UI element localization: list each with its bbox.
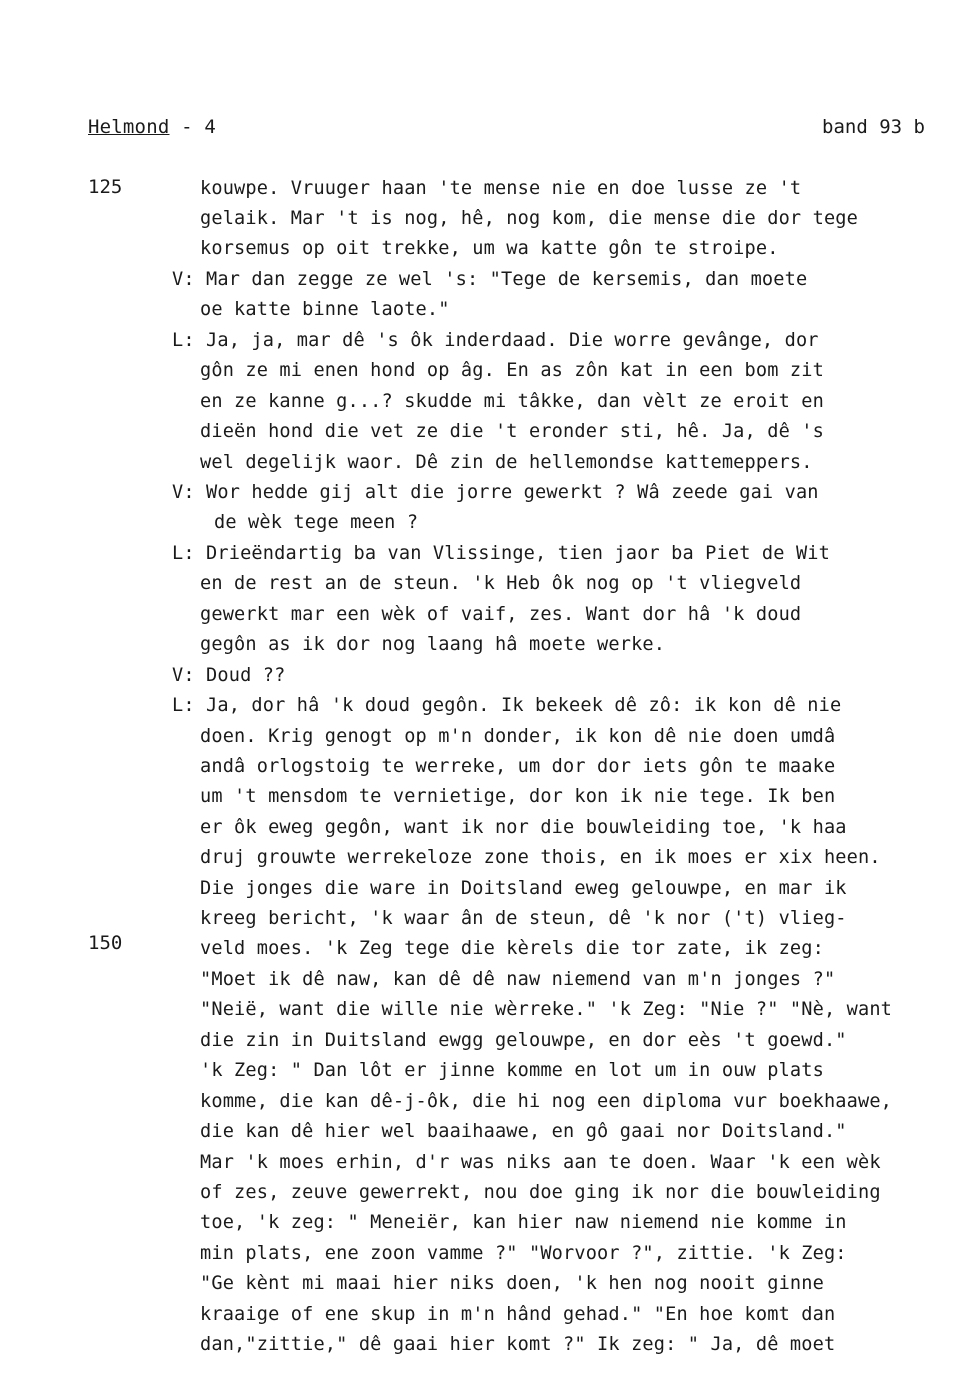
text-line: komme, die kan dê-j-ôk, die hi nog een diploma vur boekhaawe, xyxy=(200,1091,893,1112)
text-line: um 't mensdom te vernietige, dor kon ik nie tege. Ik ben xyxy=(200,786,836,807)
text-line: "Ge kènt mi maai hier niks doen, 'k hen nog nooit ginne xyxy=(200,1273,824,1294)
text-line: er ôk eweg gegôn, want ik nor die bouwleiding toe, 'k haa xyxy=(200,817,847,838)
text-line: gelaik. Mar 't is nog, hê, nog kom, die mense die dor tege xyxy=(200,208,858,229)
text-line: kreeg bericht, 'k waar ân de steun, dê 'k nor ('t) vlieg- xyxy=(200,908,847,929)
text-line: andâ orlogstoig te werreke, um dor dor iets gôn te maake xyxy=(200,756,836,777)
header-place xyxy=(88,116,216,138)
line-number-125: 125 xyxy=(88,176,123,198)
text-line: en de rest an de steun. 'k Heb ôk nog op 't vliegveld xyxy=(200,573,802,594)
text-line: oe katte binne laote." xyxy=(200,299,450,320)
page-number: - 4 xyxy=(169,116,217,138)
text-line: dieën hond die vet ze die 't eronder sti, hê. Ja, dê 's xyxy=(200,421,824,442)
band-label: band 93 b xyxy=(822,116,925,138)
text-line: die zin in Duitsland ewgg gelouwpe, en dor eès 't goewd." xyxy=(200,1030,847,1051)
text-line: L: Drieëndartig ba van Vlissinge, tien jaor ba Piet de Wit xyxy=(172,543,830,564)
text-line: dan,"zittie," dê gaai hier komt ?" Ik zeg: " Ja, dê moet xyxy=(200,1334,836,1355)
text-line: toe, 'k zeg: " Meneiër, kan hier naw niemend nie komme in xyxy=(200,1212,847,1233)
text-line: Mar 'k moes erhin, d'r was niks aan te doen. Waar 'k een wèk xyxy=(200,1152,881,1173)
text-line: L: Ja, dor hâ 'k doud gegôn. Ik bekeek dê zô: ik kon dê nie xyxy=(172,695,842,716)
text-line: L: Ja, ja, mar dê 's ôk inderdaad. Die worre gevânge, dor xyxy=(172,330,819,351)
text-line: en ze kanne g...? skudde mi tâkke, dan vèlt ze eroit en xyxy=(200,391,824,412)
text-line: 'k Zeg: " Dan lôt er jinne komme en lot um in ouw plats xyxy=(200,1060,824,1081)
text-line: min plats, ene zoon vamme ?" "Worvoor ?", zittie. 'k Zeg: xyxy=(200,1243,847,1264)
text-line: doen. Krig genogt op m'n donder, ik kon dê nie doen umdâ xyxy=(200,726,836,747)
text-line: korsemus op oit trekke, um wa katte gôn te stroipe. xyxy=(200,238,779,259)
text-line: V: Doud ?? xyxy=(172,665,286,686)
text-line: gôn ze mi enen hond op âg. En as zôn kat in een bom zit xyxy=(200,360,824,381)
text-line: wel degelijk waor. Dê zin de hellemondse kattemeppers. xyxy=(200,452,813,473)
text-line: "Neië, want die wille nie wèrreke." 'k Zeg: "Nie ?" "Nè, want xyxy=(200,999,893,1020)
text-line: de wèk tege meen ? xyxy=(214,512,419,533)
text-line: druj grouwte werrekeloze zone thois, en ik moes er xix heen. xyxy=(200,847,881,868)
place-name: Helmond xyxy=(88,116,170,138)
text-line: gegôn as ik dor nog laang hâ moete werke. xyxy=(200,634,666,655)
text-line: V: Wor hedde gij alt die jorre gewerkt ? Wâ zeede gai van xyxy=(172,482,819,503)
text-line: die kan dê hier wel baaihaawe, en gô gaai nor Doitsland." xyxy=(200,1121,847,1142)
line-number-150: 150 xyxy=(88,932,123,954)
text-line: gewerkt mar een wèk of vaif, zes. Want dor hâ 'k doud xyxy=(200,604,802,625)
text-line: of zes, zeuve gewerrekt, nou doe ging ik nor die bouwleiding xyxy=(200,1182,881,1203)
text-line: kouwpe. Vruuger haan 'te mense nie en doe lusse ze 't xyxy=(200,178,802,199)
text-line: veld moes. 'k Zeg tege die kèrels die tor zate, ik zeg: xyxy=(200,938,824,959)
text-line: Die jonges die ware in Doitsland eweg gelouwpe, en mar ik xyxy=(200,878,847,899)
text-line: V: Mar dan zegge ze wel 's: "Tege de kersemis, dan moete xyxy=(172,269,808,290)
text-line: kraaige of ene skup in m'n hând gehad." "En hoe komt dan xyxy=(200,1304,836,1325)
text-line: "Moet ik dê naw, kan dê dê naw niemend van m'n jonges ?" xyxy=(200,969,836,990)
